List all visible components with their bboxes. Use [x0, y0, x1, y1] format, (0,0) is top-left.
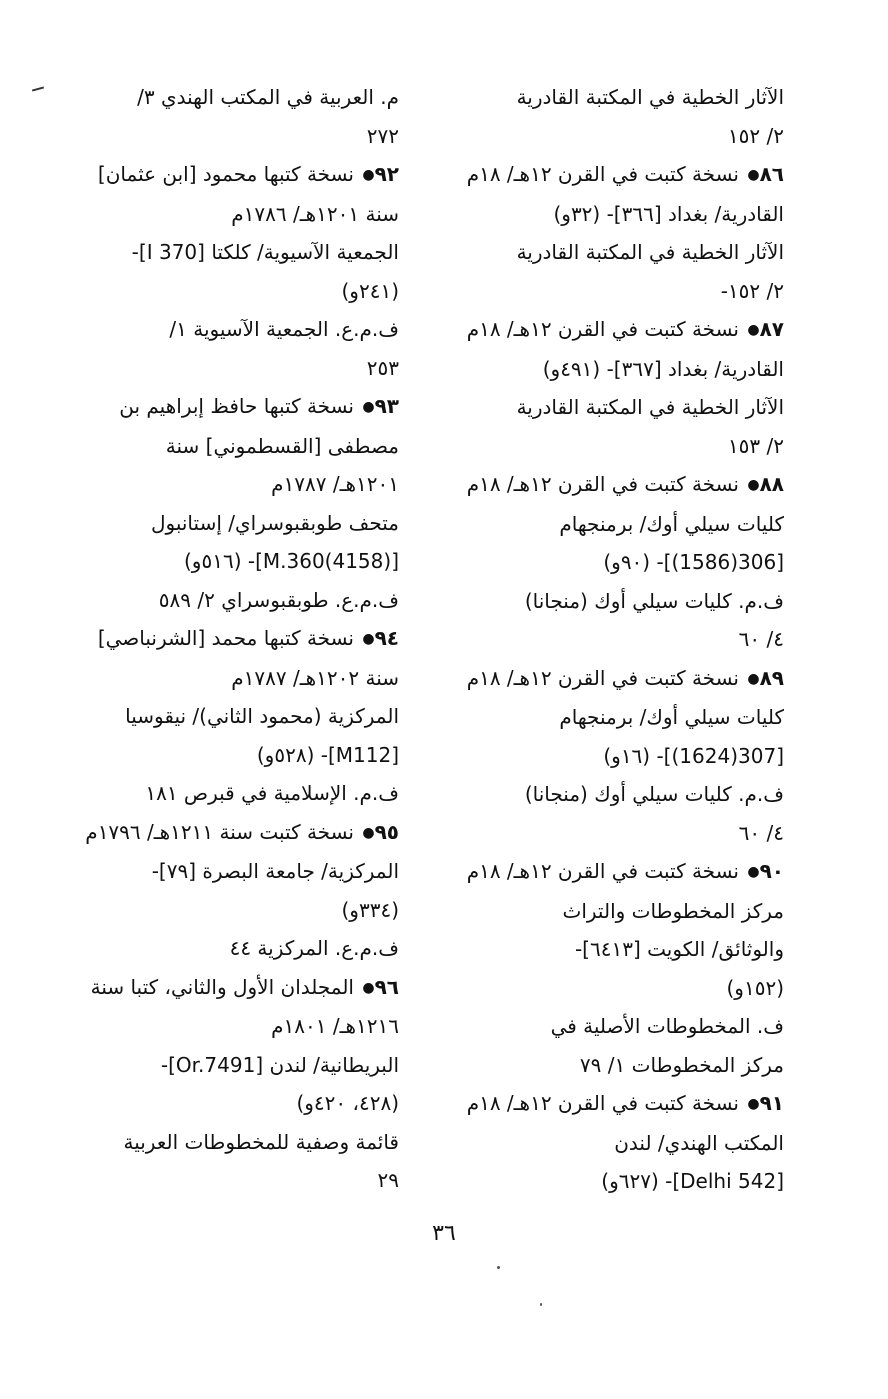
entry-text: المجلدان الأول والثاني، كتبا سنة [90, 974, 354, 999]
catalog-entry-heading [438, 155, 784, 195]
entry-text: نسخة كتبت في القرن ١٢هـ/ ١٨م [466, 162, 739, 186]
text-line: ف.م.ع. الجمعية الآسيوية ١/ [169, 317, 399, 341]
text-line: ٤/ ٦٠ [738, 820, 784, 845]
text-line: [306(1586)]- (٩٠و) [603, 550, 784, 574]
bullet-icon: ● [362, 824, 375, 841]
text-line: متحف طوبقبوسراي/ إستانبول [150, 510, 399, 535]
text-line: القادرية/ بغداد [٣٦٧]- (٤٩١و) [542, 356, 784, 381]
bullet-icon: ● [362, 631, 375, 647]
scan-mark [32, 86, 44, 91]
text-line: (١٥٢و) [726, 975, 784, 1000]
text-line: ٢٧٢ [366, 123, 399, 148]
catalog-entry-heading [52, 155, 399, 195]
text-line: ٢/ ١٥٢ [727, 123, 784, 148]
bullet-icon: ● [362, 399, 375, 415]
text-line: مركز المخطوطات والتراث [562, 898, 784, 923]
catalog-entry-heading [438, 310, 784, 350]
text-line: ف.م. كليات سيلي أوك (منجانا) [524, 588, 784, 613]
entry-number: ٩١ [759, 1091, 784, 1115]
right-column [438, 78, 784, 1201]
text-line: ف.م. كليات سيلي أوك (منجانا) [524, 782, 784, 806]
text-line: ١٢١٦هـ/ ١٨٠١م [271, 1014, 399, 1038]
entry-number: ٩٥ [374, 819, 399, 844]
catalog-entry-heading [52, 619, 399, 659]
bullet-icon: ● [362, 167, 375, 183]
text-line: المركزية (محمود الثاني)/ نيقوسيا [125, 704, 399, 728]
entry-text: نسخة كتبت في القرن ١٢هـ/ ١٨م [466, 317, 739, 341]
text-line: (٣٣٤و) [341, 897, 399, 922]
text-line: [M.360(4158)]- (٥١٦و) [184, 549, 399, 573]
entry-number: ٨٧ [759, 317, 784, 341]
entry-number: ٩٣ [374, 394, 399, 418]
entry-number: ٨٦ [759, 162, 784, 186]
text-line: ٢/ ١٥٣ [727, 433, 784, 458]
text-line: (٢٤١و) [341, 278, 399, 303]
text-line: م. العربية في المكتب الهندي ٣/ [137, 85, 399, 109]
text-line: ٢/ ١٥٢- [720, 278, 784, 303]
text-line: الآثار الخطية في المكتبة القادرية [516, 395, 784, 419]
entry-text: نسخة كتبت سنة ١٢١١هـ/ ١٧٩٦م [85, 819, 354, 844]
entry-text: نسخة كتبت في القرن ١٢هـ/ ١٨م [466, 665, 739, 690]
entry-number: ٨٩ [759, 665, 784, 690]
scan-speck [540, 1303, 542, 1306]
text-line: سنة ١٢٠١هـ/ ١٧٨٦م [231, 201, 399, 226]
text-line: مصطفى [القسطموني] سنة [165, 433, 399, 458]
text-line: كليات سيلي أوك/ برمنجهام [559, 705, 784, 729]
page-number: ٣٦ [432, 1221, 456, 1246]
text-line: (٤٢٨، ٤٢٠و) [296, 1091, 399, 1115]
text-line: ٢٩ [377, 1168, 399, 1192]
text-line: المكتب الهندي/ لندن [614, 1130, 784, 1155]
text-line: سنة ١٢٠٢هـ/ ١٧٨٧م [231, 665, 399, 690]
text-line: ف.م.ع. المركزية ٤٤ [229, 936, 399, 960]
bullet-icon: ● [747, 864, 760, 880]
entry-text: نسخة كتبت في القرن ١٢هـ/ ١٨م [466, 1091, 739, 1115]
bullet-icon: ● [362, 979, 375, 996]
entry-number: ٨٨ [759, 472, 784, 496]
catalog-entry-heading [438, 465, 784, 505]
catalog-entry-heading [438, 659, 784, 699]
text-line: ف.م.ع. طوبقبوسراي ٢/ ٥٨٩ [158, 587, 399, 612]
entry-text: نسخة كتبت في القرن ١٢هـ/ ١٨م [466, 859, 739, 883]
bullet-icon: ● [747, 167, 760, 183]
text-line: البريطانية/ لندن [Or.7491]- [160, 1052, 399, 1077]
text-line: الآثار الخطية في المكتبة القادرية [516, 240, 784, 264]
catalog-entry-heading [438, 1084, 784, 1124]
catalog-entry-heading [438, 852, 784, 892]
text-line: [M112]- (٥٢٨و) [256, 742, 399, 767]
text-line: الجمعية الآسيوية/ كلكتا [370 I]- [131, 240, 399, 264]
bullet-icon: ● [747, 670, 760, 687]
text-line: قائمة وصفية للمخطوطات العربية [123, 1129, 399, 1154]
entry-number: ٩٤ [374, 626, 399, 650]
entry-text: نسخة كتبها محمد [الشرنباصي] [97, 626, 354, 650]
bullet-icon: ● [747, 1096, 760, 1112]
entry-number: ٩٦ [374, 974, 399, 999]
text-line: الآثار الخطية في المكتبة القادرية [516, 85, 784, 109]
entry-text: نسخة كتبها محمود [ابن عثمان] [97, 162, 354, 186]
entry-number: ٩٢ [374, 162, 399, 186]
text-line: [307(1624)]- (١٦و) [603, 743, 784, 768]
entry-text: نسخة كتبها حافظ إبراهيم بن [119, 394, 354, 418]
entry-text: نسخة كتبت في القرن ١٢هـ/ ١٨م [466, 472, 739, 496]
text-line: ٢٥٣ [366, 355, 399, 380]
catalog-entry-heading [52, 387, 399, 427]
text-line: ٤/ ٦٠ [738, 627, 784, 651]
text-line: ف. المخطوطات الأصلية في [550, 1014, 784, 1038]
text-line: كليات سيلي أوك/ برمنجهام [559, 511, 784, 536]
text-line: [Delhi 542]- (٦٢٧و) [601, 1169, 784, 1193]
catalog-entry-heading [52, 968, 399, 1008]
entry-number: ٩٠ [759, 859, 784, 883]
text-line: القادرية/ بغداد [٣٦٦]- (٣٢و) [553, 201, 784, 226]
text-line: المركزية/ جامعة البصرة [٧٩]- [151, 859, 399, 883]
left-column [52, 78, 399, 1200]
bullet-icon: ● [747, 477, 760, 493]
text-line: ١٢٠١هـ/ ١٧٨٧م [271, 472, 399, 496]
catalog-entry-heading [52, 813, 399, 853]
text-line: والوثائق/ الكويت [٦٤١٣]- [574, 937, 784, 961]
bullet-icon: ● [747, 322, 760, 338]
text-line: مركز المخطوطات ١/ ٧٩ [579, 1052, 784, 1077]
text-line: ف.م. الإسلامية في قبرص ١٨١ [145, 781, 399, 805]
scan-speck [497, 1266, 500, 1269]
